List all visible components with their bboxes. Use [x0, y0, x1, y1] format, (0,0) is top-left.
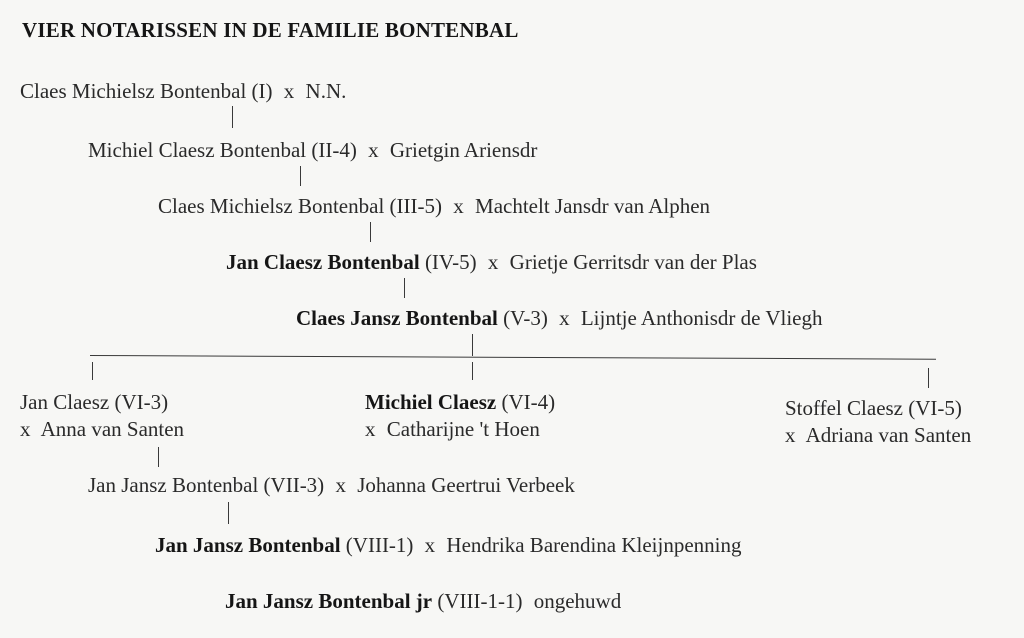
generation-code: (VI-4): [501, 390, 556, 414]
person-name: Jan Claesz: [20, 390, 110, 414]
generation-code: (VI-5): [908, 396, 962, 420]
person-gen-5: [296, 306, 823, 330]
person-gen-2: [88, 138, 537, 162]
marriage-symbol: x: [365, 417, 376, 441]
person-name: Jan Jansz Bontenbal: [155, 533, 341, 557]
marriage-symbol: x: [335, 473, 346, 497]
sibling-bar: [90, 355, 936, 360]
person-name: Claes Michielsz Bontenbal: [158, 194, 385, 218]
marriage-symbol: x: [559, 306, 570, 330]
connector-line: [472, 334, 473, 356]
spouse-name: Adriana van Santen: [805, 423, 972, 447]
marriage-symbol: x: [283, 79, 295, 103]
person-name: Jan Claesz Bontenbal: [226, 250, 420, 274]
connector-line: [232, 106, 233, 128]
child-vi-4-spouse: [365, 417, 540, 441]
person-gen-3: [158, 194, 710, 218]
marital-status: ongehuwd: [533, 589, 622, 613]
spouse-name: Lijntje Anthonisdr de Vliegh: [580, 306, 823, 330]
generation-code: (IV-5): [424, 250, 477, 274]
spouse-name: Anna van Santen: [40, 417, 185, 441]
connector-line: [404, 278, 405, 298]
marriage-symbol: x: [487, 250, 499, 274]
person-gen-8: [155, 533, 742, 557]
generation-code: (II-4): [311, 138, 357, 162]
person-name: Michiel Claesz Bontenbal: [88, 138, 307, 162]
connector-line: [300, 166, 301, 186]
generation-code: (V-3): [503, 306, 548, 330]
connector-line: [228, 502, 229, 524]
connector-line: [472, 362, 473, 380]
page-title: VIER NOTARISSEN IN DE FAMILIE BONTENBAL: [22, 18, 519, 42]
spouse-name: Johanna Geertrui Verbeek: [357, 473, 575, 497]
person-gen-1: [20, 79, 346, 103]
spouse-name: Catharijne 't Hoen: [386, 417, 540, 441]
person-name: Stoffel Claesz: [785, 396, 904, 420]
connector-line: [158, 447, 159, 467]
person-name: Jan Jansz Bontenbal: [88, 473, 259, 497]
marriage-symbol: x: [453, 194, 464, 218]
marriage-symbol: x: [785, 423, 796, 447]
spouse-name: N.N.: [305, 79, 347, 103]
person-name: Jan Jansz Bontenbal jr: [225, 589, 433, 613]
connector-line: [370, 222, 371, 242]
person-gen-4: [226, 250, 757, 274]
generation-code: (VII-3): [263, 473, 325, 497]
spouse-name: Grietje Gerritsdr van der Plas: [509, 250, 757, 274]
child-vi-5-spouse: [785, 423, 971, 447]
generation-code: (VIII-1): [345, 533, 414, 557]
person-name: Michiel Claesz: [365, 390, 497, 414]
generation-code: (III-5): [389, 194, 443, 218]
child-vi-5: [785, 396, 962, 420]
person-gen-7: [88, 473, 575, 497]
generation-code: (VIII-1-1): [437, 589, 523, 613]
spouse-name: Hendrika Barendina Kleijnpenning: [446, 533, 742, 557]
person-name: Claes Michielsz Bontenbal: [20, 79, 247, 103]
person-gen-8-1: [225, 589, 621, 613]
generation-code: (I): [251, 79, 273, 103]
spouse-name: Machtelt Jansdr van Alphen: [475, 194, 711, 218]
marriage-symbol: x: [424, 533, 436, 557]
child-vi-3-spouse: [20, 417, 184, 441]
connector-line: [92, 362, 93, 380]
spouse-name: Grietgin Ariensdr: [389, 138, 538, 162]
connector-line: [928, 368, 929, 388]
generation-code: (VI-3): [114, 390, 169, 414]
marriage-symbol: x: [368, 138, 379, 162]
marriage-symbol: x: [20, 417, 31, 441]
child-vi-4: [365, 390, 555, 414]
child-vi-3: [20, 390, 168, 414]
person-name: Claes Jansz Bontenbal: [296, 306, 498, 330]
